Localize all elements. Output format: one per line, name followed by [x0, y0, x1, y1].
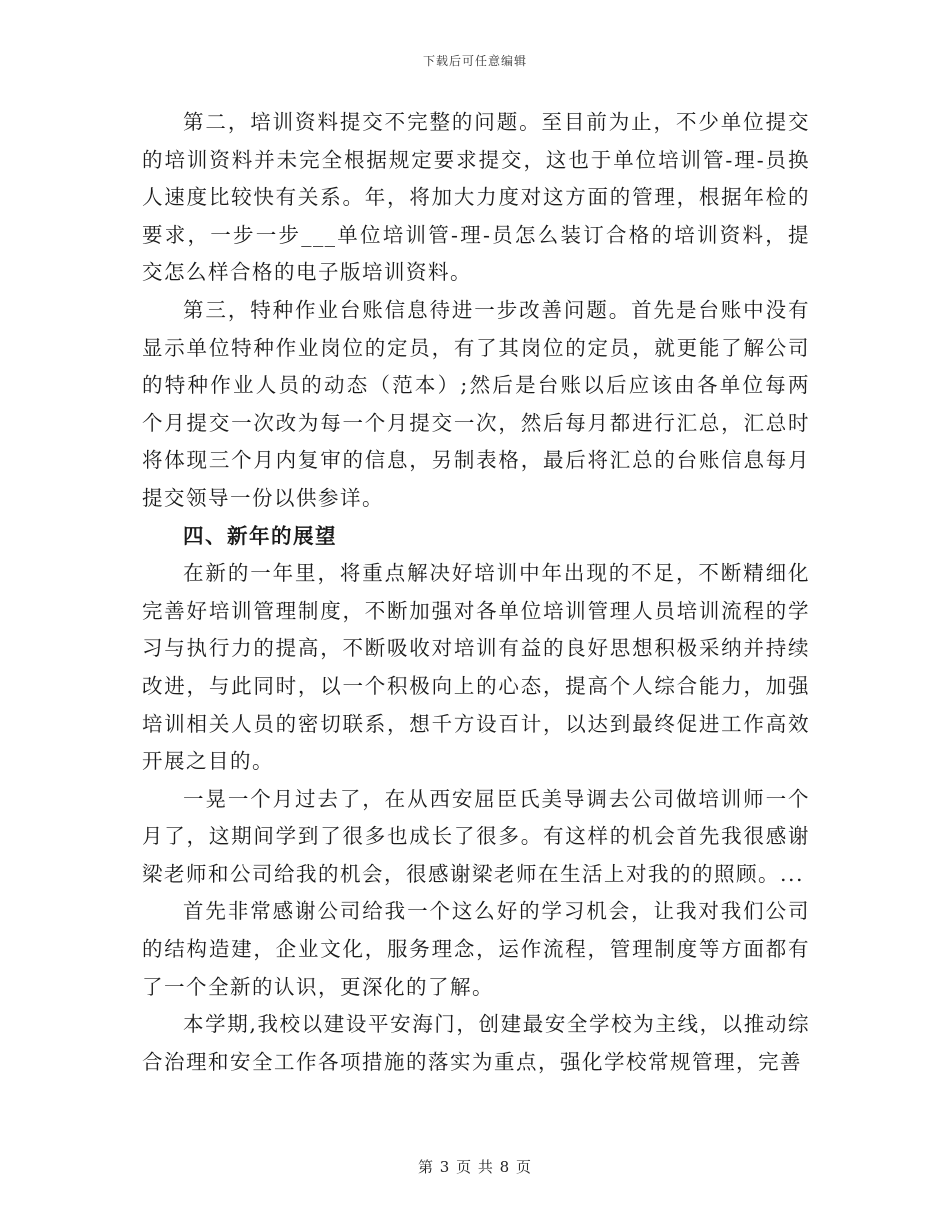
section-heading-new-year-outlook: 四、新年的展望	[183, 523, 337, 548]
page-header: 下载后可任意编辑	[422, 54, 527, 68]
document-body	[142, 104, 810, 1081]
paragraph-new-year-plan: 在新的一年里，将重点解决好培训中年出现的不足，不断精细化完善好培训管理制度，不断加强对各单位培训管理人员培训流程的学习与执行力的提高，不断吸收对培训有益的良好思想积极采纳并持续改进，与此同时，以一个积极向上的心态，提高个人综合能力，加强培训相关人员的密切联系，想千方设百计，以达到最终促进工作高效开展之目的。	[142, 561, 810, 774]
paragraph-school-safety: 本学期,我校以建设平安海门，创建最安全学校为主线，以推动综合治理和安全工作各项措施的落实为重点，强化学校常规管理，完善	[142, 1012, 810, 1074]
page-number: 第 3 页 共 8 页	[418, 1158, 532, 1176]
paragraph-thanks-company: 首先非常感谢公司给我一个这么好的学习机会，让我对我们公司的结构造建，企业文化，服务理念，运作流程，管理制度等方面都有了一个全新的认识，更深化的了解。	[142, 899, 810, 999]
paragraph-training-materials: 第二，培训资料提交不完整的问题。至目前为止，不少单位提交的培训资料并未完全根据规定要求提交，这也于单位培训管-理-员换人速度比较快有关系。年，将加大力度对这方面的管理，根据年检的要求，一步一步___单位培训管-理-员怎么装订合格的培训资料，提交怎么样合格的电子版培训资料。	[142, 110, 810, 285]
paragraph-special-operations-ledger: 第三，特种作业台账信息待进一步改善问题。首先是台账中没有显示单位特种作业岗位的定员，有了其岗位的定员，就更能了解公司的特种作业人员的动态（范本）;然后是台账以后应该由各单位每两个月提交一次改为每一个月提交一次，然后每月都进行汇总，汇总时将体现三个月内复审的信息，另制表格，最后将汇总的台账信息每月提交领导一份以供参详。	[142, 297, 810, 510]
paragraph-trainer-month: 一晃一个月过去了，在从西安屈臣氏美导调去公司做培训师一个月了，这期间学到了很多也成长了很多。有这样的机会首先我很感谢梁老师和公司给我的机会，很感谢梁老师在生活上对我的的照顾。...	[142, 786, 810, 886]
